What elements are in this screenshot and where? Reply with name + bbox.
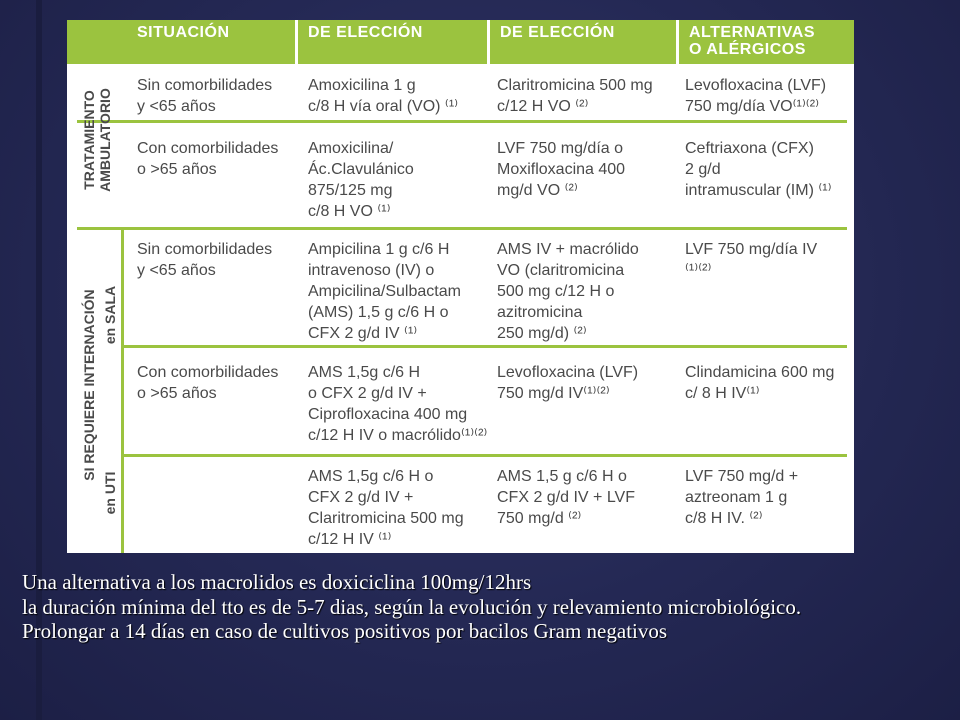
table-cell: Clindamicina 600 mg c/ 8 H IV⁽¹⁾ <box>685 364 835 402</box>
header-eleccion-2: DE ELECCIÓN <box>490 20 676 64</box>
table-cell: Sin comorbilidades y <65 años <box>137 77 273 115</box>
table-cell: Sin comorbilidades y <65 años <box>137 241 273 279</box>
row-divider <box>124 345 847 348</box>
group-label-sala: en SALA <box>102 285 118 345</box>
table-cell: LVF 750 mg/d + aztreonam 1 g c/8 H IV. ⁽²⁾ <box>685 468 799 527</box>
row-divider <box>77 120 847 123</box>
note-line: la duración mínima del tto es de 5-7 dias, según la evolución y relevamiento microbiológico. <box>22 594 802 619</box>
row-divider <box>77 227 847 230</box>
group-divider <box>121 228 124 553</box>
table-cell: Ceftriaxona (CFX) 2 g/d intramuscular (IM) ⁽¹⁾ <box>685 140 832 199</box>
note-line: Una alternativa a los macrolidos es doxiciclina 100mg/12hrs <box>22 570 532 594</box>
header-eleccion-1: DE ELECCIÓN <box>298 20 487 64</box>
header-alternativas: ALTERNATIVAS O ALÉRGICOS <box>679 20 854 64</box>
table-cell: Levofloxacina (LVF) 750 mg/día VO⁽¹⁾⁽²⁾ <box>685 77 827 115</box>
table-cell: AMS IV + macrólido VO (claritromicina 500 mg c/12 H o azitromicina 250 mg/d) ⁽²⁾ <box>497 241 639 342</box>
table-cell: AMS 1,5 g c/6 H o CFX 2 g/d IV + LVF 750 mg/d ⁽²⁾ <box>497 468 635 527</box>
table-cell: LVF 750 mg/día o Moxifloxacina 400 mg/d VO ⁽²⁾ <box>497 140 626 199</box>
table-cell: AMS 1,5g c/6 H o CFX 2 g/d IV + Ciprofloxacina 400 mg c/12 H IV o macrólido⁽¹⁾⁽²⁾ <box>308 364 488 444</box>
table-cell: Amoxicilina/ Ác.Clavulánico 875/125 mg c/8 H VO ⁽¹⁾ <box>308 140 414 220</box>
group-label-ambulatorio: TRATAMIENTO AMBULATORIO <box>81 88 113 192</box>
antibiotic-table <box>67 20 854 553</box>
slide-notes <box>22 570 942 644</box>
table-cell: Claritromicina 500 mg c/12 H VO ⁽²⁾ <box>497 77 653 115</box>
table-cell: AMS 1,5g c/6 H o CFX 2 g/d IV + Claritromicina 500 mg c/12 H IV ⁽¹⁾ <box>308 468 464 548</box>
note-line: Prolongar a 14 días en caso de cultivos positivos por bacilos Gram negativos <box>22 619 668 643</box>
table-cell: Con comorbilidades o >65 años <box>137 364 279 402</box>
table-cell: LVF 750 mg/día IV ⁽¹⁾⁽²⁾ <box>685 241 818 279</box>
group-label-internacion: SI REQUIERE INTERNACIÓN <box>81 289 97 481</box>
table-cell: Levofloxacina (LVF) 750 mg/d IV⁽¹⁾⁽²⁾ <box>497 364 639 402</box>
table-cell: Con comorbilidades o >65 años <box>137 140 279 178</box>
row-divider <box>124 454 847 457</box>
header-situacion: SITUACIÓN <box>67 20 295 64</box>
table-cell: Ampicilina 1 g c/6 H intravenoso (IV) o Ampicilina/Sulbactam (AMS) 1,5 g c/6 H o CFX 2 g/d IV ⁽¹⁾ <box>308 241 461 342</box>
group-label-uti: en UTI <box>102 471 118 515</box>
table-cell: Amoxicilina 1 g c/8 H vía oral (VO) ⁽¹⁾ <box>308 77 459 115</box>
